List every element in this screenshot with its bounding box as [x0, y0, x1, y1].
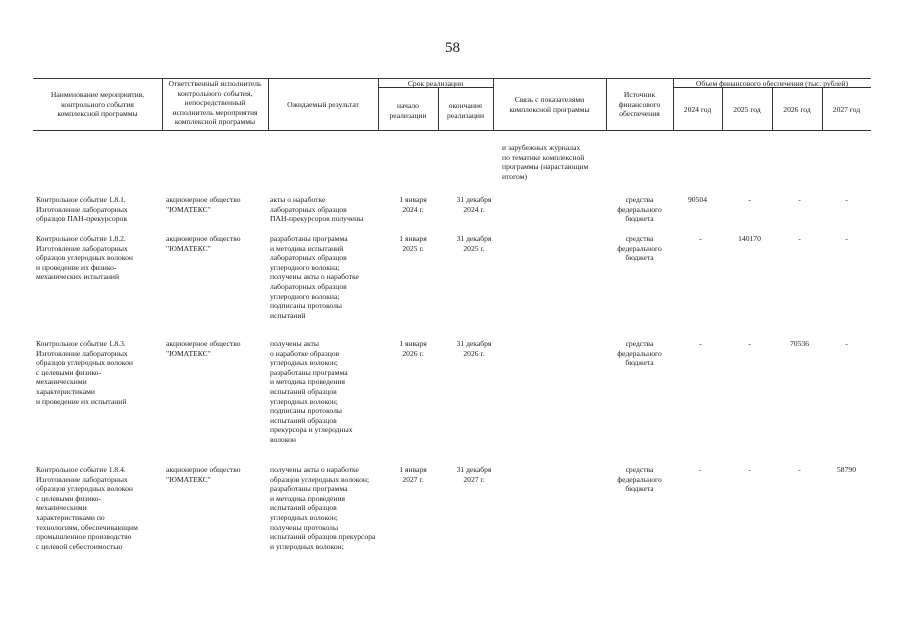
row-responsible: акционерное общество "ЮМАТЕКС": [166, 195, 241, 214]
row-responsible: акционерное общество "ЮМАТЕКС": [166, 339, 241, 358]
header-col-name: Наименование мероприятия, контрольного события комплексной программы: [50, 90, 145, 119]
page-number: 58: [445, 40, 460, 56]
row-responsible: акционерное общество "ЮМАТЕКС": [166, 234, 241, 253]
row-source: средства федерального бюджета: [617, 339, 662, 368]
header-col-responsible: Ответственный исполнитель контрольного события, непосредственный исполнитель мероприятия комплексной программы: [168, 79, 262, 127]
row-start: 1 января 2026 г.: [399, 339, 427, 358]
row-value-2025: 140170: [738, 234, 761, 243]
row-value-2024: 90504: [688, 195, 707, 204]
row-end: 31 декабря 2026 г.: [456, 339, 492, 358]
row-value-2026: -: [798, 195, 801, 204]
header-bottom-rule: [33, 130, 871, 131]
row-result: разработаны программа и методика испытаний лабораторных образцов углеродного волокна; получены акты о наработке лабораторных образцов углеродного волокна; подписаны протоколы испытаний: [270, 234, 359, 320]
row-result: получены акты о наработке образцов углеродных волокон; разработаны программа и методика проведения испытаний образцов углеродных волокон; получены протоколы испытаний образцов прекурсора и углеродных волокон;: [270, 465, 376, 551]
row-value-2024: -: [699, 339, 702, 348]
header-finance-group: Объем финансового обеспечения (тыс. рублей): [695, 79, 849, 88]
row-value-2025: -: [748, 339, 751, 348]
header-year-2025: 2025 год: [733, 105, 761, 114]
row-event-name: Контрольное событие 1.8.3. Изготовление лабораторных образцов углеродных волокон с целевыми физико- механическими характеристиками и проведение их испытаний: [36, 339, 133, 406]
row-source: средства федерального бюджета: [617, 234, 662, 263]
row-value-2026: -: [798, 465, 801, 474]
row-start: 1 января 2024 г.: [399, 195, 427, 214]
header-col-start: начало реализации: [389, 101, 427, 120]
row-result: получены акты о наработке образцов углеродных волокон; разработаны программа и методика проведения испытаний образцов углеродных волокон; подписаны протоколы испытаний образцов прекурсора и углеродных волокон: [270, 339, 353, 444]
row-event-name: Контрольное событие 1.8.2. Изготовление лабораторных образцов углеродных волокон и проведение их физико- механических испытаний: [36, 234, 133, 282]
row-event-name: Контрольное событие 1.8.1. Изготовление лабораторных образцов ПАН-прекурсоров: [36, 195, 128, 224]
row-end: 31 декабря 2027 г.: [456, 465, 492, 484]
header-year-2027: 2027 год: [832, 105, 861, 114]
row-value-2027: -: [845, 339, 848, 348]
header-year-2026: 2026 год: [783, 105, 811, 114]
row-end: 31 декабря 2025 г.: [456, 234, 492, 253]
header-period-group: Срок реализации: [407, 79, 464, 88]
row-start: 1 января 2027 г.: [399, 465, 427, 484]
header-year-2024: 2024 год: [683, 105, 712, 114]
header-col-source: Источник финансового обеспечения: [618, 90, 661, 119]
row-event-name: Контрольное событие 1.8.4. Изготовление лабораторных образцов углеродных волокон с целевыми физико- механическими характеристиками по технологиям, обеспечивающим промышленное производство с целевой себестоимостью: [36, 465, 138, 551]
row-start: 1 января 2025 г.: [399, 234, 427, 253]
row-result: акты о наработке лабораторных образцов ПАН-прекурсоров получены: [270, 195, 364, 224]
row-value-2024: -: [699, 234, 702, 243]
row-responsible: акционерное общество "ЮМАТЕКС": [166, 465, 241, 484]
header-col-end: окончание реализации: [446, 101, 485, 120]
row-value-2027: 58790: [837, 465, 856, 474]
row-source: средства федерального бюджета: [617, 465, 662, 494]
row-value-2027: -: [845, 234, 848, 243]
row-value-2026: -: [798, 234, 801, 243]
row-value-2027: -: [845, 195, 848, 204]
row-end: 31 декабря 2024 г.: [456, 195, 492, 214]
row-value-2025: -: [748, 195, 751, 204]
row-value-2026: 70536: [790, 339, 809, 348]
row-value-2024: -: [699, 465, 702, 474]
header-col-link: Связь с показателями комплексной программы: [509, 95, 590, 114]
row-source: средства федерального бюджета: [617, 195, 662, 224]
continuation-text: и зарубежных журналах по тематике комплексной программы (нарастающим итогом): [502, 143, 589, 181]
row-value-2025: -: [748, 465, 751, 474]
header-col-result: Ожидаемый результат: [287, 100, 359, 109]
